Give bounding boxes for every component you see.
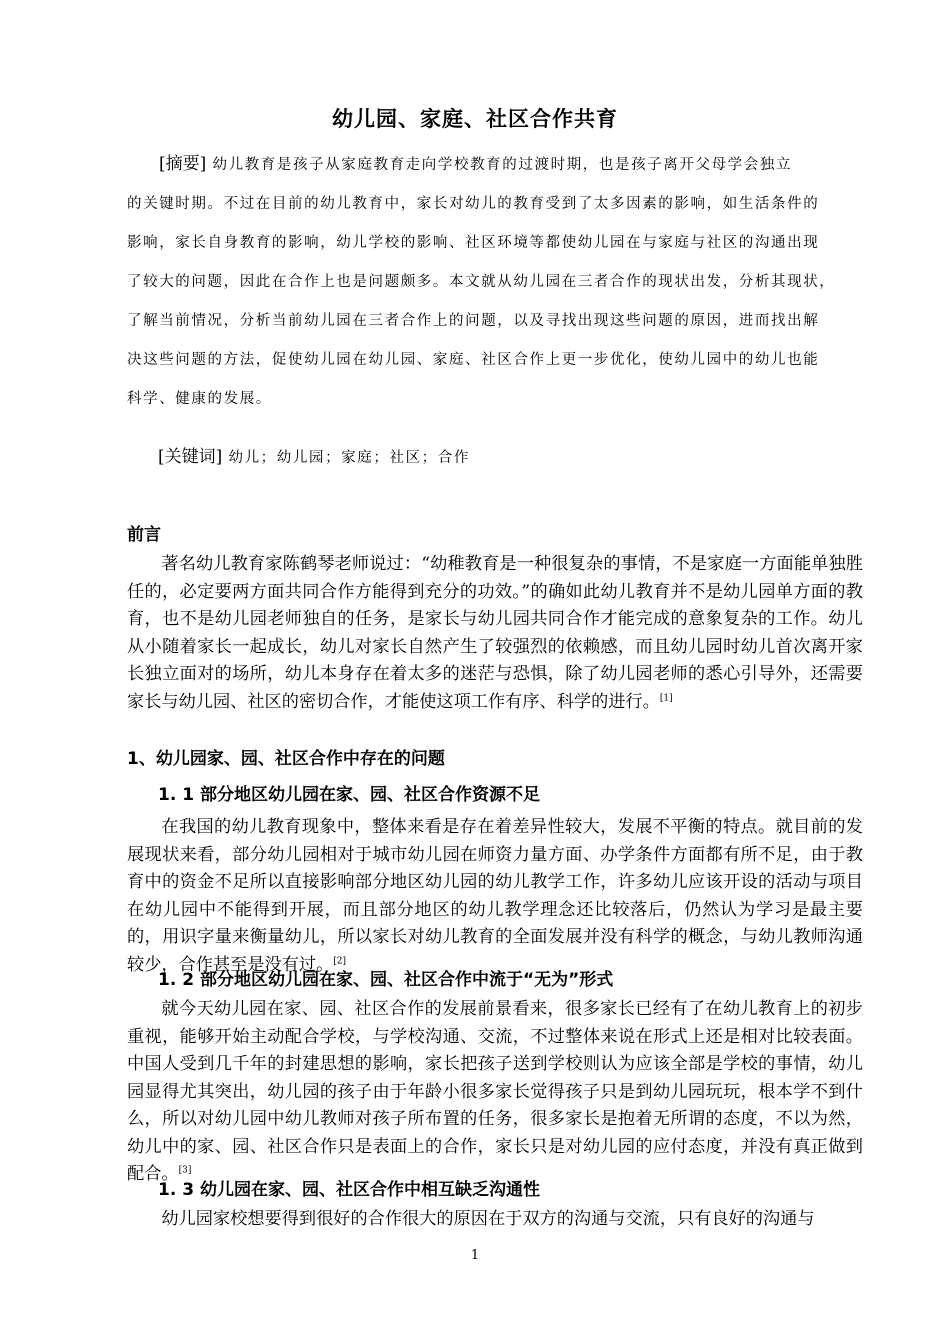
- keywords-text: 幼儿；幼儿园；家庭；社区；合作: [228, 450, 470, 466]
- abstract-line: 的关键时期。不过在目前的幼儿教育中，家长对幼儿的教育受到了太多因素的影响，如生活条件的: [127, 196, 820, 212]
- preface-paragraph: 著名幼儿教育家陈鹤琴老师说过：“幼稚教育是一种很复杂的事情，不是家庭一方面能单独胜任的，必定要两方面共同合作方能得到充分的功效。”的确如此幼儿教育并不是幼儿园单方面的教育，也不是幼儿园老师独自的任务，是家长与幼儿园共同合作才能完成的意象复杂的工作。幼儿从小随着家长一起成长，幼儿对家长自然产生了较强烈的依赖感，而且幼儿园时幼儿首次离开家长独立面对的场所，幼儿本身存在着太多的迷茫与恐惧，除了幼儿园老师的悉心引导外，还需要家长与幼儿园、社区的密切合作，才能使这项工作有序、科学的进行。[1]: [127, 554, 863, 712]
- abstract-line: 了解当前情况，分析当前幼儿园在三者合作上的问题，以及寻找出现这些问题的原因，进而找出解: [127, 313, 820, 329]
- abstract-line: 了较大的问题，因此在合作上也是问题颇多。本文就从幼儿园在三者合作的现状出发，分析其现状，: [127, 274, 836, 290]
- subsection-1-2-paragraph: 就今天幼儿园在家、园、社区合作的发展前景看来，很多家长已经有了在幼儿教育上的初步重视，能够开始主动配合学校，与学校沟通、交流，不过整体来说在形式上还是相对比较表面。中国人受到几千年的封建思想的影响，家长把孩子送到学校则认为应该全部是学校的事情，幼儿园显得尤其突出，幼儿园的孩子由于年龄小很多家长觉得孩子只是到幼儿园玩玩，根本学不到什么，所以对幼儿园中幼儿教师对孩子所布置的任务，很多家长是抱着无所谓的态度，不以为然，幼儿中的家、园、社区合作只是表面上的合作，家长只是对幼儿园的应付态度，并没有真正做到配合。[3]: [127, 999, 863, 1184]
- abstract-line: 决这些问题的方法，促使幼儿园在幼儿园、家庭、社区合作上更一步优化，使幼儿园中的幼儿也能: [127, 352, 820, 368]
- citation-ref: [1]: [659, 692, 673, 703]
- abstract-line: 科学、健康的发展。: [127, 391, 272, 407]
- subsection-1-2-heading: 1. 2 部分地区幼儿园在家、园、社区合作中流于“无为”形式: [158, 970, 614, 990]
- keywords-line: [158, 442, 858, 467]
- preface-heading: 前言: [127, 525, 161, 545]
- abstract-block: [127, 145, 837, 419]
- paper-title: 幼儿园、家庭、社区合作共育: [332, 107, 618, 131]
- subsection-1-1-paragraph: 在我国的幼儿教育现象中，整体来看是存在着差异性较大，发展不平衡的特点。就目前的发展现状来看，部分幼儿园相对于城市幼儿园在师资力量方面、办学条件方面都有所不足，由于教育中的资金不足所以直接影响部分地区幼儿园的幼儿教学工作，许多幼儿应该开设的活动与项目在幼儿园中不能得到开展，而且部分地区的幼儿教学理念还比较落后，仍然认为学习是最主要的，用识字量来衡量幼儿，所以家长对幼儿教育的全面发展并没有科学的概念，与幼儿教师沟通较少，合作甚至是没有过。[2]: [127, 817, 863, 975]
- section-1-heading: 1、幼儿园家、园、社区合作中存在的问题: [127, 749, 445, 769]
- citation-ref: [3]: [178, 1165, 192, 1176]
- subsection-1-1-heading: 1. 1 部分地区幼儿园在家、园、社区合作资源不足: [158, 785, 540, 805]
- abstract-line: [摘要] 幼儿教育是孩子从家庭教育走向学校教育的过渡时期，也是孩子离开父母学会独立: [159, 154, 793, 174]
- citation-ref: [2]: [333, 955, 347, 966]
- subsection-1-3-paragraph: 幼儿园家校想要得到很好的合作很大的原因在于双方的沟通与交流，只有良好的沟通与: [161, 1209, 815, 1229]
- subsection-1-3-heading: 1. 3 幼儿园在家、园、社区合作中相互缺乏沟通性: [158, 1180, 540, 1200]
- abstract-label: [摘要]: [159, 154, 207, 174]
- keywords-label: [关键词]: [158, 447, 223, 467]
- page-number: 1: [470, 1248, 480, 1263]
- abstract-line: 影响，家长自身教育的影响，幼儿学校的影响、社区环境等都使幼儿园在与家庭与社区的沟通出现: [127, 235, 820, 251]
